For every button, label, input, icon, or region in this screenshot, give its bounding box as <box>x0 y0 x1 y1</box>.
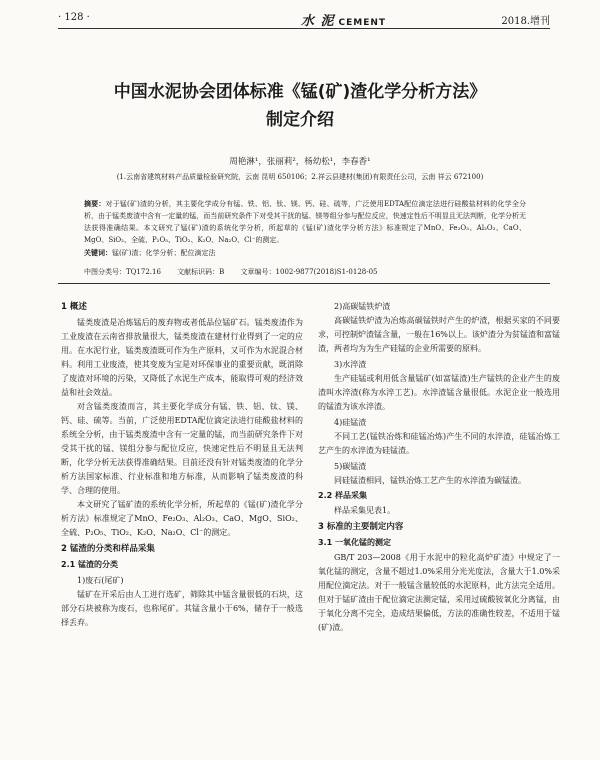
journal-logo <box>301 10 386 29</box>
abstract-label: 摘要： <box>84 200 106 208</box>
paragraph: 不同工艺(锰铁冶炼和硅锰冶炼)产生不同的水淬渣，硅锰冶炼工艺产生的水淬渣为硅锰渣。 <box>318 432 560 455</box>
keywords-label: 关键词： <box>84 249 112 257</box>
article-number: 文章编号：1002-9877(2018)S1-0128-05 <box>240 268 378 276</box>
keywords <box>84 247 526 259</box>
section-1-heading: 1 概述 <box>61 302 87 312</box>
subitem-label: 3)水淬渣 <box>334 360 367 369</box>
header-divider <box>58 28 550 29</box>
classification-line <box>84 267 526 277</box>
paragraph: 生产硅锰或利用低含量锰矿(如富锰渣)生产锰铁的企业产生的废渣叫水淬渣(称为水淬工艺)。水淬渣锰含量很低。水泥企业一般选用的锰渣为该水淬渣。 <box>318 374 560 411</box>
section-2-2-heading: 2.2 样品采集 <box>318 491 367 500</box>
running-header <box>58 10 550 28</box>
subitem-label: 1)废石(尾矿) <box>77 576 124 585</box>
meta-divider <box>58 283 550 284</box>
subitem-label: 4)硅锰渣 <box>334 418 367 427</box>
body-column-right <box>318 298 560 635</box>
section-2-heading: 2 锰渣的分类和样品采集 <box>61 544 155 554</box>
issue-label: 2018.增刊 <box>501 16 550 27</box>
paragraph: 本文研究了锰矿渣的系统化学分析，所起草的《锰(矿)渣化学分析方法》标准规定了MnO、Fe₂O₃、Al₂O₃、CaO、MgO、SiO₂、全硫、P₂O₅、TiO₂、K₂O、Na₂O、Cl⁻的测定。 <box>61 500 303 537</box>
journal-name-en: CEMENT <box>338 18 387 28</box>
paragraph: 锰矿在开采后由人工进行选矿，筛除其中锰含量很低的石块，这部分石块被称为废石，也称尾矿。其锰含量小于6%，储存于一般选择丢弃。 <box>61 590 303 627</box>
paragraph: 锰类废渣是冶炼锰后的废弃物或者低品位锰矿石。锰类废渣作为工业废渣在云南省排放量很大，锰类废渣在建材行业得到了一定的应用。在水泥行业，锰类废渣既可作为生产原料，又可作为水泥混合材料。利用工业废渣，使其变废为宝是对环保事业的重要贡献，既消除了废渣对环境的污染，又降低了水泥生产成本，能取得可观的经济效益和社会效益。 <box>61 318 303 397</box>
section-3-heading: 3 标准的主要制定内容 <box>318 522 404 532</box>
keywords-text: 锰(矿)渣；化学分析；配位滴定法 <box>112 249 216 257</box>
abstract-text: 对于锰(矿)渣的分析，其主要化学成分有锰、铁、铝、钛、镁、钙、硅、硫等，广泛使用EDTA配位滴定法进行硅酸盐材料的化学全分析，由于锰类废渣中含有一定量的锰，而当前研究条件下对受其干扰的锰、镁等组分参与配位反应，快速定性后不明显且无法判断，化学分析无法获得准确结果。本文研究了锰(矿)渣的系统化学分析，所起草的《锰(矿)渣化学分析方法》标准规定了MnO、Fe₂O₃、Al₂O₃、CaO、MgO、SiO₂、全硫、P₂O₅、TiO₂、K₂O、Na₂O、Cl⁻的测定。 <box>84 200 527 244</box>
clc-number: 中图分类号：TQ172.16 <box>84 268 161 276</box>
paragraph: 样品采集见表1。 <box>334 506 396 515</box>
body-column-left <box>61 298 303 630</box>
page-number: · 128 · <box>58 12 90 23</box>
section-3-1-heading: 3.1 一氧化锰的测定 <box>318 538 391 547</box>
paragraph: 对含锰类废渣而言，其主要化学成分有锰、铁、铝、钛、镁、钙、硅、硫等。当前，广泛使用EDTA配位滴定法进行硅酸盐材料的系统全分析，由于锰类废渣中含有一定量的锰，而当前研究条件下对受其干扰的锰、镁组分参与配位反应，快速定性后不明显且无法判断，化学分析无法获得准确结果。目前还没有针对锰类废渣的化学分析方法国家标准、行业标准和地方标准，从而影响了锰类废渣的科学、合理的使用。 <box>61 402 303 495</box>
document-code: 文献标识码：B <box>177 268 225 276</box>
paragraph: GB/T 203—2008《用于水泥中的粒化高炉矿渣》中规定了一氧化锰的测定，含量不超过1.0%采用分光光度法，含量大于1.0%采用配位滴定法。对于一般锰含量较低的水泥原料，此方法完全适用。但对于锰矿渣由于配位滴定法测定锰，采用过硫酸铵氧化分离锰，由于氧化分离不完全，造成结果偏低，方法的准确性较差，不适用于锰(矿)渣。 <box>318 553 560 632</box>
abstract <box>84 198 526 246</box>
paragraph: 高碳锰铁炉渣为冶炼高碳锰铁时产生的炉渣，根据买家的不同要求，可控制炉渣锰含量，一般在16%以上。该炉渣分为贫锰渣和富锰渣，两者均为为生产硅锰的企业所需要的原料。 <box>318 316 560 353</box>
paragraph: 同硅锰渣相同，锰铁冶炼工艺产生的水淬渣为碳锰渣。 <box>334 476 526 485</box>
journal-name-cn: 水 泥 <box>301 14 335 29</box>
author-list: 周艳淋¹，张丽莉²，杨幼松¹，李春香¹ <box>229 157 371 167</box>
article-title-line2: 制定介绍 <box>266 110 334 130</box>
subitem-label: 2)高碳锰铁炉渣 <box>334 302 391 311</box>
subitem-label: 5)碳锰渣 <box>334 462 367 471</box>
affiliations: (1.云南省建筑材料产品质量检验研究院，云南 昆明 650106；2.祥云县建材(集团)有限责任公司，云南 祥云 672100) <box>116 173 484 181</box>
article-title-line1: 中国水泥协会团体标准《锰(矿)渣化学分析方法》 <box>113 82 487 102</box>
section-2-1-heading: 2.1 锰渣的分类 <box>61 560 118 569</box>
